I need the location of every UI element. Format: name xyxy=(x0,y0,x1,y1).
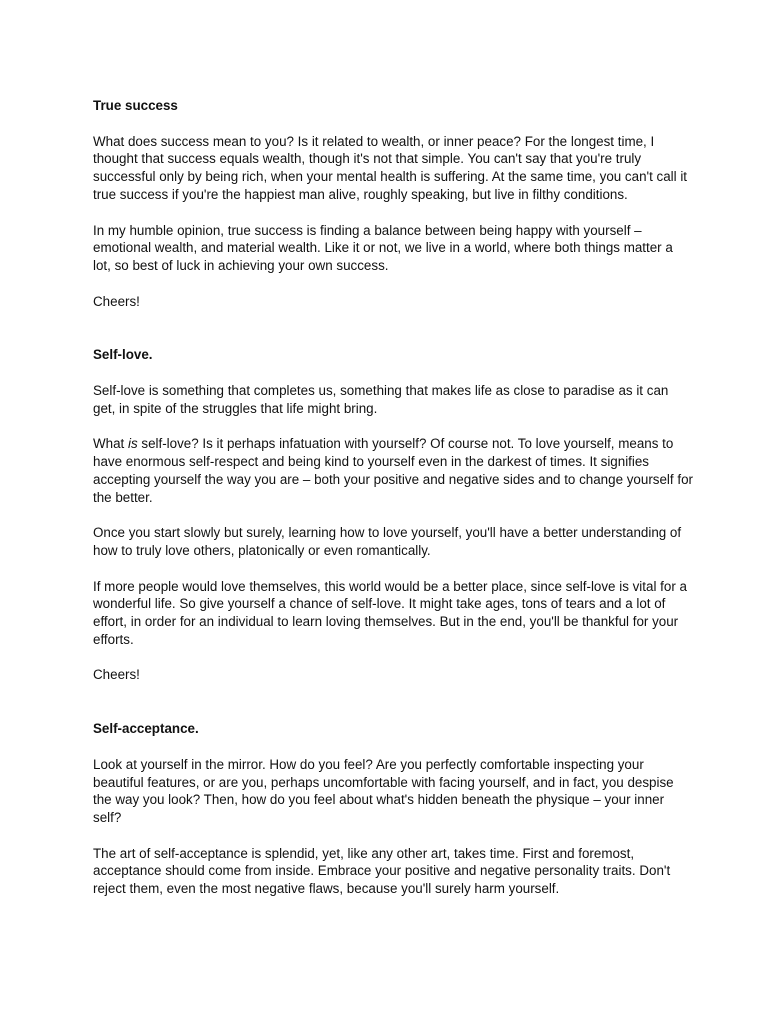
paragraph: If more people would love themselves, this world would be a better place, since self-love is vital for a wonderful life. So give yourself a chance of self-love. It might take ages, tons of tears and a lot of effort, in order for an individual to learn loving themselves. But in the end, you'll be thankful for your efforts. xyxy=(93,578,687,647)
document-page xyxy=(93,97,693,898)
paragraph: Look at yourself in the mirror. How do you feel? Are you perfectly comfortable inspecting your beautiful features, or are you, perhaps uncomfortable with facing yourself, and in fact, you despise the way you look? Then, how do you feel about what's hidden beneath the physique – your inner self? xyxy=(93,756,674,825)
paragraph-text: What xyxy=(93,436,128,452)
emphasized-word: is xyxy=(127,436,138,452)
paragraph xyxy=(93,435,693,506)
sign-off: Cheers! xyxy=(93,667,140,683)
paragraph: Once you start slowly but surely, learning how to love yourself, you'll have a better understanding of how to truly love others, platonically or even romantically. xyxy=(93,525,682,558)
paragraph: What does success mean to you? Is it related to wealth, or inner peace? For the longest time, I thought that success equals wealth, though it's not that simple. You can't say that you're truly successful only by being rich, when your mental health is suffering. At the same time, you can't call it true success if you're the happiest man alive, roughly speaking, but live in filthy conditions. xyxy=(93,133,688,202)
paragraph: The art of self-acceptance is splendid, yet, like any other art, takes time. First and foremost, acceptance should come from inside. Embrace your positive and negative personality traits. Don't reject them, even the most negative flaws, because you'll surely harm yourself. xyxy=(93,845,671,897)
paragraph: Self-love is something that completes us, something that makes life as close to paradise as it can get, in spite of the struggles that life might bring. xyxy=(93,383,669,416)
paragraph-text: self-love? Is it perhaps infatuation with yourself? Of course not. To love yourself, means to have enormous self-respect and being kind to yourself even in the darkest of times. It signifies accepting yourself the way you are – both your positive and negative sides and to change yourself for the better. xyxy=(93,436,693,505)
section-heading-self-love: Self-love. xyxy=(93,347,153,363)
sign-off: Cheers! xyxy=(93,293,140,309)
section-heading-self-acceptance: Self-acceptance. xyxy=(93,721,199,737)
paragraph: In my humble opinion, true success is finding a balance between being happy with yourself – emotional wealth, and material wealth. Like it or not, we live in a world, where both things matter a lot, so best of luck in achieving your own success. xyxy=(93,222,673,273)
section-heading-true-success: True success xyxy=(93,98,178,113)
